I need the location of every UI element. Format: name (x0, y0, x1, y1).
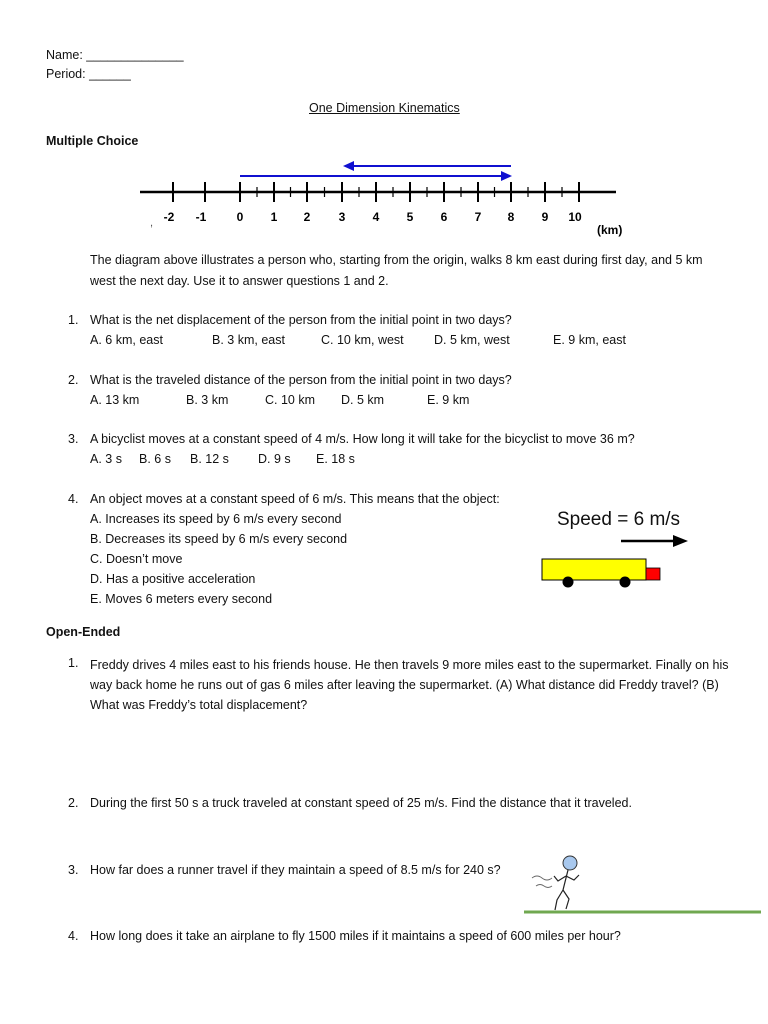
mc-q1-option: E. 9 km, east (553, 333, 626, 347)
speed-arrowhead (673, 535, 688, 547)
motion-line (532, 876, 552, 880)
number-line-tick-label: 9 (541, 210, 549, 224)
mc-q2-option: B. 3 km (186, 393, 229, 407)
mc-q1-option: B. 3 km, east (212, 333, 285, 347)
truck-body (542, 559, 646, 580)
mc-q2-option: E. 9 km (427, 393, 470, 407)
number-line-tick-label: 6 (440, 210, 448, 224)
oe-q3-text: How far does a runner travel if they maintain a speed of 8.5 m/s for 240 s? (90, 863, 501, 877)
mc-q2-number: 2. (68, 373, 79, 387)
mc-q1-number: 1. (68, 313, 79, 327)
intro-paragraph: The diagram above illustrates a person who, starting from the origin, walks 8 km east during first day, and 5 km west the next day. Use it to answer questions 1 and 2. (90, 253, 703, 288)
mc-q4-option: C. Doesn’t move (90, 552, 183, 566)
motion-line (536, 885, 552, 888)
mc-q1-option: A. 6 km, east (90, 333, 163, 347)
runner-arm (566, 875, 579, 880)
number-line-tick-label: 5 (406, 210, 414, 224)
mc-q2-option: A. 13 km (90, 393, 140, 407)
mc-q4-option: D. Has a positive acceleration (90, 572, 256, 586)
mc-q1-option: C. 10 km, west (321, 333, 404, 347)
oe-q4-number: 4. (68, 929, 79, 943)
runner-head (563, 856, 577, 870)
number-line-tick-label: 2 (303, 210, 311, 224)
mc-q2-text: What is the traveled distance of the person from the initial point in two days? (90, 373, 512, 387)
mc-q3-number: 3. (68, 432, 79, 446)
mc-q1-text: What is the net displacement of the person from the initial point in two days? (90, 313, 512, 327)
mc-q4-option: B. Decreases its speed by 6 m/s every second (90, 532, 348, 546)
mc-q3-text: A bicyclist moves at a constant speed of 4 m/s. How long it will take for the bicyclist to move 36 m? (90, 432, 635, 446)
number-line-tick-label: 10 (568, 210, 582, 224)
number-line-unit: (km) (597, 223, 623, 237)
page-title: One Dimension Kinematics (309, 101, 460, 115)
runner-arm (554, 876, 566, 881)
section-open-ended: Open-Ended (46, 625, 121, 639)
truck-wheel (563, 577, 574, 588)
runner-body (563, 870, 568, 890)
mc-q4-text: An object moves at a constant speed of 6 m/s. This means that the object: (90, 492, 500, 506)
mc-q4-option: A. Increases its speed by 6 m/s every second (90, 512, 342, 526)
period-field: Period: ______ (46, 67, 131, 81)
mc-q3-option: D. 9 s (258, 452, 291, 466)
number-line-tick-label: 3 (338, 210, 346, 224)
oe-q2-text: During the first 50 s a truck traveled at constant speed of 25 m/s. Find the distance that it traveled. (90, 796, 632, 810)
day2-arrowhead (343, 161, 354, 171)
number-line-tick-label: 0 (236, 210, 244, 224)
truck-illustration (535, 530, 695, 600)
name-field: Name: ______________ (46, 48, 184, 62)
number-line-tick-label: 4 (372, 210, 380, 224)
runner-leg (563, 890, 569, 909)
runner-illustration (522, 850, 767, 920)
mc-q3-option: E. 18 s (316, 452, 355, 466)
number-line-tick-label: 8 (507, 210, 515, 224)
mc-q3-option: B. 12 s (190, 452, 229, 466)
number-line-tick-label: -1 (195, 210, 207, 224)
mc-q3-option: B. 6 s (139, 452, 171, 466)
mc-q4-option: E. Moves 6 meters every second (90, 592, 273, 606)
oe-q2-number: 2. (68, 796, 79, 810)
day1-arrowhead (501, 171, 512, 181)
runner-leg (555, 890, 563, 910)
mc-q2-option: C. 10 km (265, 393, 316, 407)
stray-mark: , (150, 217, 154, 229)
speed-label: Speed = 6 m/s (557, 509, 681, 530)
oe-q3-number: 3. (68, 863, 79, 877)
number-line-tick-label: -2 (163, 210, 175, 224)
number-line-tick-label: 1 (270, 210, 278, 224)
mc-q1-option: D. 5 km, west (434, 333, 510, 347)
number-line-diagram (0, 0, 768, 250)
mc-q3-option: A. 3 s (90, 452, 122, 466)
oe-q1-text: Freddy drives 4 miles east to his friends house. He then travels 9 more miles east to the supermarket. Finally on his way back home he runs out of gas 6 miles after leaving the supermarket. (A) What distance did Freddy travel? (B) What was Freddy’s total displacement? (90, 658, 729, 712)
mc-q4-number: 4. (68, 492, 79, 506)
oe-q1-number: 1. (68, 656, 79, 670)
section-multiple-choice: Multiple Choice (46, 134, 139, 148)
truck-wheel (620, 577, 631, 588)
mc-q2-option: D. 5 km (341, 393, 385, 407)
number-line-tick-label: 7 (474, 210, 482, 224)
oe-q4-text: How long does it take an airplane to fly 1500 miles if it maintains a speed of 600 miles per hour? (90, 929, 621, 943)
truck-cab (646, 568, 660, 580)
